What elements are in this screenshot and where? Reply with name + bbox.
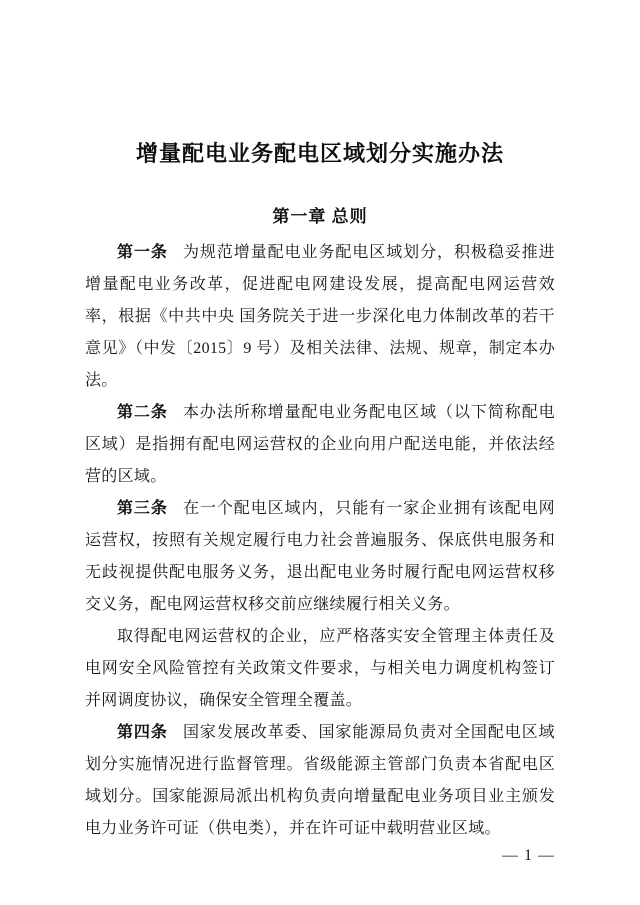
article-3-continuation-text: 取得配电网运营权的企业，应严格落实安全管理主体责任及电网安全风险管控有关政策文件要求，与相关电力调度机构签订并网调度协议，确保安全管理全覆盖。	[85, 628, 555, 709]
paragraph-article-3-continuation	[85, 621, 555, 717]
article-2-label: 第二条	[117, 404, 168, 421]
article-4-text: 国家发展改革委、国家能源局负责对全国配电区域划分实施情况进行监督管理。省级能源主管部门负责本省配电区域划分。国家能源局派出机构负责向增量配电业务项目业主颁发电力业务许可证（供电类），并在许可证中载明营业区域。	[85, 724, 555, 837]
document-title: 增量配电业务配电区域划分实施办法	[135, 141, 504, 166]
article-1-text: 为规范增量配电业务配电区域划分，积极稳妥推进增量配电业务改革，促进配电网建设发展，提高配电网运营效率，根据《中共中央 国务院关于进一步深化电力体制改革的若干意见》（中发〔2015〕9 号）及相关法律、法规、规章，制定本办法。	[85, 244, 555, 389]
paragraph-article-3	[85, 493, 555, 621]
paragraph-article-4	[85, 717, 555, 845]
article-2-text: 本办法所称增量配电业务配电区域（以下简称配电区域）是指拥有配电网运营权的企业向用户配送电能，并依法经营的区域。	[85, 404, 555, 485]
article-4-label: 第四条	[117, 724, 168, 741]
article-1-label: 第一条	[117, 244, 168, 261]
page-number: — 1 —	[502, 847, 555, 864]
document-body	[85, 237, 555, 845]
chapter-heading: 第一章 总则	[272, 207, 368, 226]
paragraph-article-1	[85, 237, 555, 397]
article-3-text: 在一个配电区域内，只能有一家企业拥有该配电网运营权，按照有关规定履行电力社会普遍服务、保底供电服务和无歧视提供配电服务义务，退出配电业务时履行配电网运营权移交义务，配电网运营权移交前应继续履行相关义务。	[85, 500, 555, 613]
paragraph-article-2	[85, 397, 555, 493]
article-3-label: 第三条	[117, 500, 168, 517]
